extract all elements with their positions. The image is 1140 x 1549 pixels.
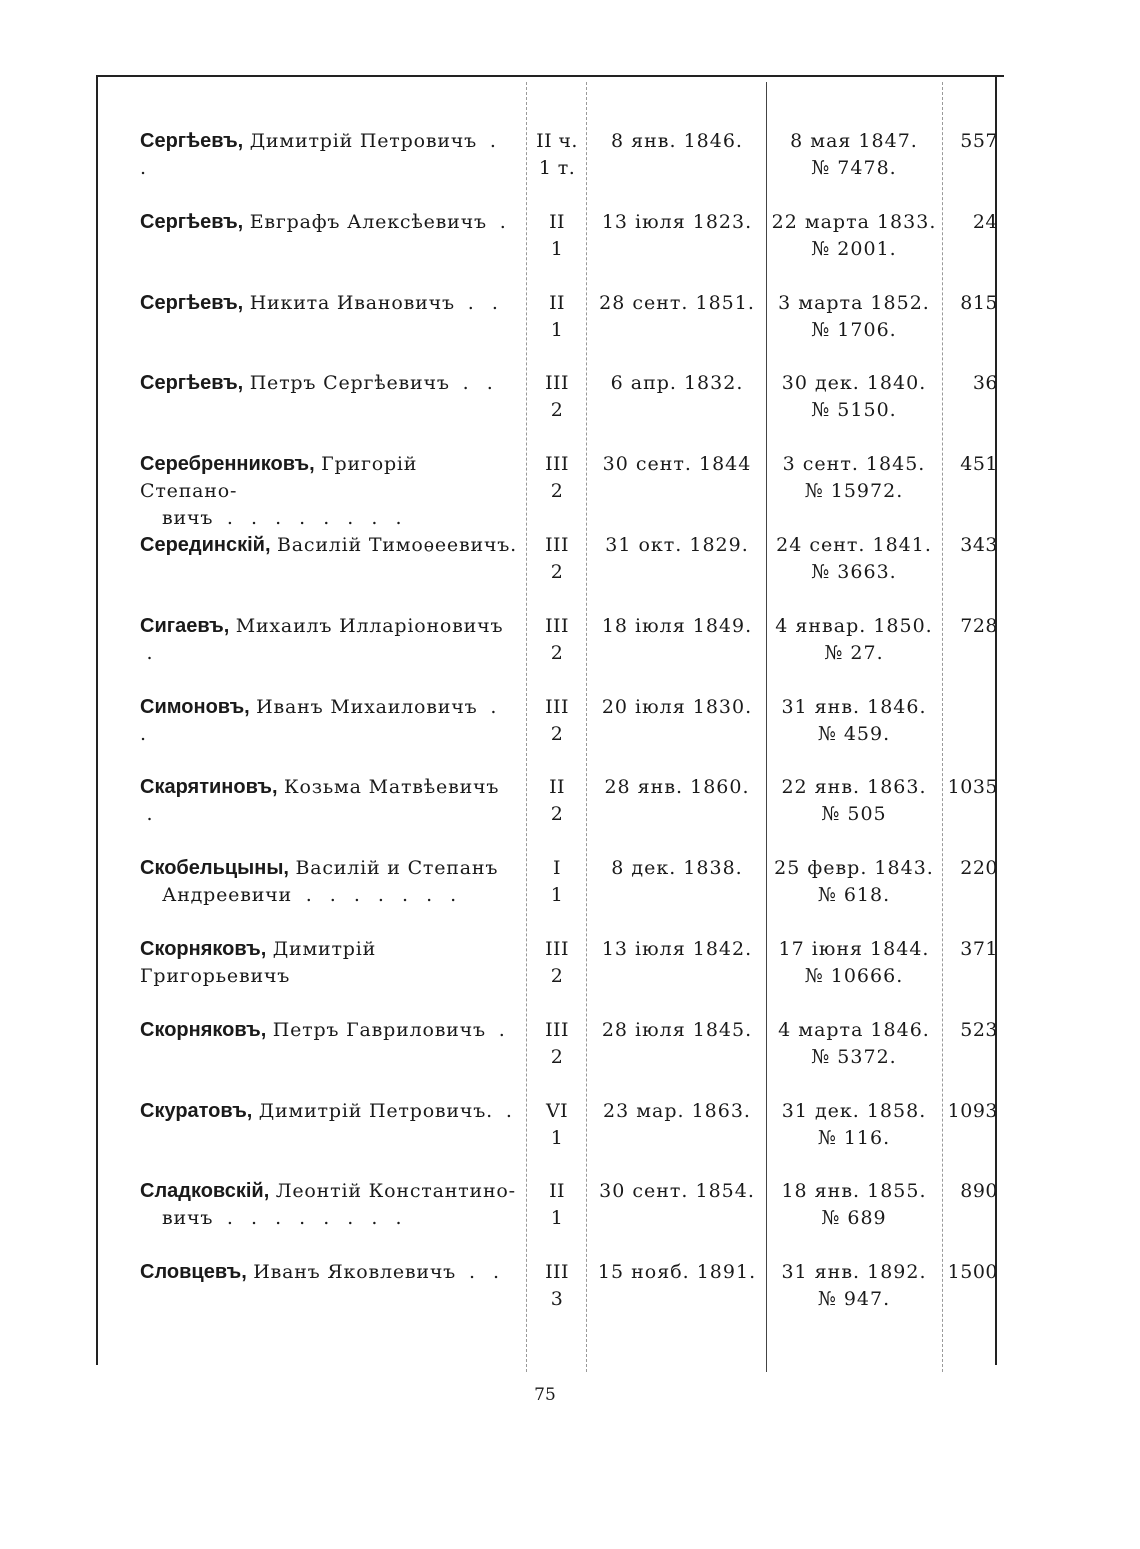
register-number: 1035 <box>947 776 998 798</box>
register-number: 220 <box>960 857 998 879</box>
decision-date: 22 марта 1833. <box>771 211 937 233</box>
category-cell <box>526 855 588 909</box>
table-row <box>0 1259 1140 1339</box>
surname: Сладковскій, <box>140 1180 270 1202</box>
given-names: Григорій Степано- <box>140 453 418 502</box>
given-names: Леонтій Константино- <box>275 1180 516 1202</box>
category-book: 1 <box>550 1207 564 1229</box>
table-row <box>0 855 1140 935</box>
decision-cell <box>768 774 940 828</box>
category-book: 2 <box>550 965 564 987</box>
given-names: Никита Ивановичъ <box>249 292 455 314</box>
name-cell <box>140 1017 518 1044</box>
decision-number: № 3663. <box>811 561 897 583</box>
petition-date: 18 іюля 1849. <box>601 615 753 637</box>
category-book: 1 т. <box>538 157 576 179</box>
given-names: Петръ Гавриловичъ <box>272 1019 486 1041</box>
decision-number: № 689 <box>821 1207 887 1229</box>
decision-number: № 116. <box>817 1127 891 1149</box>
name-cell <box>140 209 518 236</box>
given-names-continuation: вичъ <box>162 507 214 529</box>
decision-date: 24 сент. 1841. <box>776 534 932 556</box>
category-part: II <box>549 776 565 798</box>
decision-date: 31 янв. 1892. <box>781 1261 927 1283</box>
decision-date: 8 мая 1847. <box>790 130 918 152</box>
register-number: 451 <box>960 453 998 475</box>
petition-date: 28 іюля 1845. <box>601 1019 753 1041</box>
surname: Скарятиновъ, <box>140 776 278 798</box>
decision-date: 31 янв. 1846. <box>781 696 927 718</box>
given-names: Димитрій Петровичъ. <box>258 1100 493 1122</box>
surname: Сигаевъ, <box>140 615 230 637</box>
category-book: 1 <box>550 238 564 260</box>
surname: Сергѣевъ, <box>140 130 244 152</box>
decision-cell <box>768 1178 940 1232</box>
leader-dots: . <box>146 642 159 664</box>
petition-date: 28 сент. 1851. <box>599 292 755 314</box>
surname: Симоновъ, <box>140 696 250 718</box>
decision-cell <box>768 128 940 182</box>
table-row <box>0 290 1140 370</box>
table-row <box>0 613 1140 693</box>
petition-date: 6 апр. 1832. <box>610 372 744 394</box>
decision-number: № 27. <box>824 642 884 664</box>
decision-date: 3 марта 1852. <box>778 292 930 314</box>
surname: Сергѣевъ, <box>140 292 244 314</box>
decision-date: 22 янв. 1863. <box>781 776 927 798</box>
given-names: Димитрій Григорьевичъ <box>140 938 377 987</box>
decision-number: № 5150. <box>811 399 897 421</box>
category-book: 1 <box>550 884 564 906</box>
table-row <box>0 532 1140 612</box>
register-number: 24 <box>972 211 998 233</box>
category-part: III <box>545 938 569 960</box>
decision-date: 17 іюня 1844. <box>778 938 930 960</box>
register-number: 371 <box>960 938 998 960</box>
category-cell <box>526 936 588 990</box>
category-book: 2 <box>550 561 564 583</box>
category-part: VI <box>545 1100 569 1122</box>
table-row <box>0 209 1140 289</box>
category-cell <box>526 1098 588 1152</box>
decision-number: № 505 <box>821 803 887 825</box>
leader-dots: . . <box>140 696 503 745</box>
petition-date: 30 сент. 1844 <box>602 453 752 475</box>
category-cell <box>526 290 588 344</box>
category-book: 2 <box>550 1046 564 1068</box>
petition-date: 28 янв. 1860. <box>604 776 750 798</box>
category-part: III <box>545 615 569 637</box>
category-part: III <box>545 696 569 718</box>
decision-cell <box>768 290 940 344</box>
register-number: 523 <box>960 1019 998 1041</box>
decision-number: № 1706. <box>811 319 897 341</box>
register-number: 557 <box>960 130 998 152</box>
category-cell <box>526 209 588 263</box>
category-part: I <box>553 857 561 879</box>
table-row <box>0 451 1140 531</box>
category-part: III <box>545 453 569 475</box>
leader-dots: . <box>146 803 159 825</box>
given-names-continuation: вичъ <box>162 1207 214 1229</box>
leader-dots: . . . . . . . . <box>226 1207 408 1229</box>
surname: Скобельцыны, <box>140 857 289 879</box>
category-part: II <box>549 211 565 233</box>
name-cell <box>140 613 518 667</box>
decision-number: № 459. <box>817 723 891 745</box>
decision-cell <box>768 855 940 909</box>
decision-cell <box>768 936 940 990</box>
decision-cell <box>768 370 940 424</box>
surname: Сергѣевъ, <box>140 372 244 394</box>
decision-cell <box>768 1017 940 1071</box>
petition-date: 13 іюля 1842. <box>601 938 753 960</box>
category-book: 1 <box>550 319 564 341</box>
decision-number: № 618. <box>817 884 891 906</box>
decision-date: 3 сент. 1845. <box>782 453 926 475</box>
category-cell <box>526 451 588 505</box>
table-top-rule <box>96 75 1004 77</box>
category-part: III <box>545 1019 569 1041</box>
leader-dots: . <box>499 211 512 233</box>
category-book: 3 <box>550 1288 564 1310</box>
petition-date: 13 іюля 1823. <box>601 211 753 233</box>
register-number: 36 <box>972 372 998 394</box>
leader-dots: . . . . . . . <box>305 884 463 906</box>
name-cell <box>140 855 518 909</box>
decision-cell <box>768 451 940 505</box>
decision-cell <box>768 209 940 263</box>
register-number: 343 <box>960 534 998 556</box>
category-cell <box>526 1178 588 1232</box>
category-cell <box>526 694 588 748</box>
decision-date: 4 январ. 1850. <box>775 615 933 637</box>
surname: Сергѣевъ, <box>140 211 244 233</box>
leader-dots: . . <box>468 1261 506 1283</box>
register-number: 815 <box>960 292 998 314</box>
category-part: III <box>545 534 569 556</box>
register-number: 1500 <box>947 1261 998 1283</box>
category-book: 2 <box>550 723 564 745</box>
surname: Скорняковъ, <box>140 938 267 960</box>
category-part: II ч. <box>536 130 578 152</box>
surname: Серебренниковъ, <box>140 453 315 475</box>
decision-date: 18 янв. 1855. <box>781 1180 927 1202</box>
decision-date: 4 марта 1846. <box>778 1019 930 1041</box>
name-continuation <box>140 882 518 909</box>
petition-date: 20 іюля 1830. <box>601 696 753 718</box>
category-cell <box>526 613 588 667</box>
category-cell <box>526 532 588 586</box>
category-cell <box>526 128 588 182</box>
name-cell <box>140 694 518 748</box>
category-book: 2 <box>550 803 564 825</box>
petition-date: 8 дек. 1838. <box>611 857 743 879</box>
leader-dots: . . <box>467 292 504 314</box>
category-book: 2 <box>550 399 564 421</box>
decision-date: 25 февр. 1843. <box>774 857 934 879</box>
leader-dots: . . <box>462 372 499 394</box>
table-row <box>0 128 1140 208</box>
decision-number: № 10666. <box>804 965 904 987</box>
name-cell <box>140 1178 518 1232</box>
leader-dots: . . <box>140 130 502 179</box>
table-row <box>0 694 1140 774</box>
surname: Скуратовъ, <box>140 1100 253 1122</box>
petition-date: 15 нояб. 1891. <box>597 1261 757 1283</box>
name-continuation <box>140 505 518 532</box>
leader-dots: . <box>498 1019 511 1041</box>
leader-dots: . . . . . . . . <box>226 507 408 529</box>
given-names: Петръ Сергѣевичъ <box>249 372 450 394</box>
given-names: Иванъ Михаиловичъ <box>256 696 478 718</box>
given-names-continuation: Андреевичи <box>162 884 292 906</box>
category-part: III <box>545 1261 569 1283</box>
name-cell <box>140 128 518 182</box>
decision-cell <box>768 613 940 667</box>
table-row <box>0 1178 1140 1258</box>
decision-cell <box>768 1259 940 1313</box>
petition-date: 23 мар. 1863. <box>603 1100 751 1122</box>
given-names: Козьма Матвѣевичъ <box>283 776 500 798</box>
name-cell <box>140 290 518 317</box>
table-row <box>0 1098 1140 1178</box>
decision-number: № 947. <box>817 1288 891 1310</box>
category-part: II <box>549 1180 565 1202</box>
petition-date: 31 окт. 1829. <box>605 534 749 556</box>
table-row <box>0 936 1140 1016</box>
decision-cell <box>768 694 940 748</box>
name-cell <box>140 451 518 532</box>
register-number: 890 <box>960 1180 998 1202</box>
decision-number: № 5372. <box>811 1046 897 1068</box>
table-row <box>0 774 1140 854</box>
surname: Словцевъ, <box>140 1261 247 1283</box>
category-part: III <box>545 372 569 394</box>
decision-cell <box>768 1098 940 1152</box>
surname: Скорняковъ, <box>140 1019 267 1041</box>
category-part: II <box>549 292 565 314</box>
petition-date: 30 сент. 1854. <box>599 1180 755 1202</box>
name-cell <box>140 936 518 990</box>
category-cell <box>526 1017 588 1071</box>
given-names: Василій Тимоѳеевичъ. <box>276 534 518 556</box>
page-number: 75 <box>534 1385 556 1405</box>
register-number: 728 <box>960 615 998 637</box>
category-cell <box>526 774 588 828</box>
category-book: 2 <box>550 642 564 664</box>
category-cell <box>526 370 588 424</box>
name-cell <box>140 370 518 397</box>
category-book: 1 <box>550 1127 564 1149</box>
category-cell <box>526 1259 588 1313</box>
given-names: Василій и Степанъ <box>295 857 499 879</box>
decision-date: 31 дек. 1858. <box>781 1100 927 1122</box>
decision-number: № 15972. <box>804 480 904 502</box>
name-cell <box>140 1098 518 1125</box>
name-cell <box>140 532 518 559</box>
decision-number: № 2001. <box>811 238 897 260</box>
name-continuation <box>140 1205 518 1232</box>
given-names: Евграфъ Алексѣевичъ <box>249 211 487 233</box>
register-number: 1093 <box>947 1100 998 1122</box>
table-row <box>0 1017 1140 1097</box>
category-book: 2 <box>550 480 564 502</box>
name-cell <box>140 1259 518 1286</box>
given-names: Михаилъ Илларіоновичъ <box>235 615 504 637</box>
given-names: Иванъ Яковлевичъ <box>253 1261 457 1283</box>
table-row <box>0 370 1140 450</box>
decision-date: 30 дек. 1840. <box>781 372 927 394</box>
surname: Серединскій, <box>140 534 271 556</box>
petition-date: 8 янв. 1846. <box>611 130 743 152</box>
name-cell <box>140 774 518 828</box>
decision-number: № 7478. <box>811 157 897 179</box>
leader-dots: . <box>505 1100 518 1122</box>
given-names: Димитрій Петровичъ <box>249 130 478 152</box>
decision-cell <box>768 532 940 586</box>
